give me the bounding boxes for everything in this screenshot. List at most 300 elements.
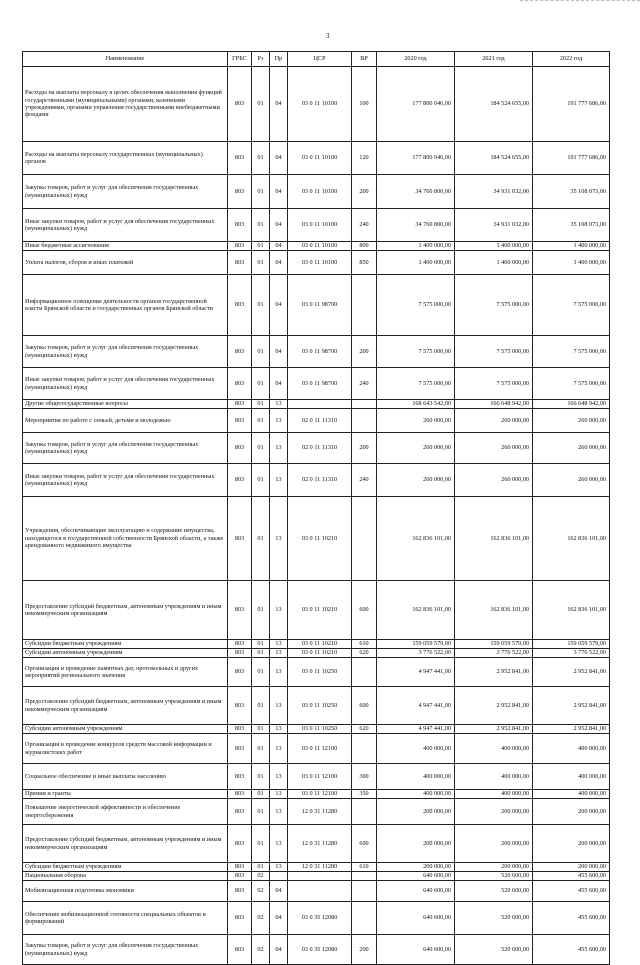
cell-y2021: 184 524 655,00 [455, 142, 533, 175]
cell-grbs: 803 [228, 409, 252, 433]
cell-vr: 620 [352, 725, 377, 734]
cell-pr: 13 [270, 658, 288, 687]
cell-grbs: 803 [228, 825, 252, 863]
cell-y2022: 400 000,00 [533, 764, 610, 790]
cell-name: Мероприятия по работе с семьей, детьми и молодежью [23, 409, 228, 433]
cell-y2020: 400 000,00 [377, 764, 455, 790]
cell-pr: 04 [270, 902, 288, 935]
cell-y2020: 3 776 522,00 [377, 649, 455, 658]
cell-csr: 03 0 11 10210 [288, 497, 352, 581]
cell-vr [352, 881, 377, 902]
header-rz: Рз [252, 52, 270, 67]
cell-grbs: 803 [228, 687, 252, 725]
cell-rz: 01 [252, 175, 270, 209]
cell-name: Субсидии автономным учреждениям [23, 649, 228, 658]
cell-name: Расходы на выплаты персоналу государственных (муниципальных) органов [23, 142, 228, 175]
cell-name: Национальная оборона [23, 872, 228, 881]
cell-vr [352, 734, 377, 764]
cell-y2021: 1 400 000,00 [455, 251, 533, 275]
header-pr: Пр [270, 52, 288, 67]
cell-csr [288, 872, 352, 881]
cell-pr: 13 [270, 799, 288, 825]
cell-rz: 01 [252, 242, 270, 251]
cell-pr: 13 [270, 825, 288, 863]
cell-pr: 13 [270, 497, 288, 581]
cell-vr [352, 400, 377, 409]
cell-vr: 850 [352, 251, 377, 275]
cell-y2020: 159 059 579,00 [377, 640, 455, 649]
cell-y2021: 260 000,00 [455, 464, 533, 497]
cell-rz: 01 [252, 640, 270, 649]
cell-rz: 01 [252, 67, 270, 142]
budget-table [22, 51, 610, 965]
cell-y2020: 177 800 046,00 [377, 67, 455, 142]
cell-name: Закупка товаров, работ и услуг для обеспечения государственных (муниципальных) нужд [23, 175, 228, 209]
cell-rz: 01 [252, 863, 270, 872]
cell-name: Закупка товаров, работ и услуг для обеспечения государственных (муниципальных) нужд [23, 336, 228, 368]
cell-y2022: 159 059 579,00 [533, 640, 610, 649]
cell-y2022: 200 000,00 [533, 863, 610, 872]
cell-grbs: 803 [228, 433, 252, 464]
cell-rz: 01 [252, 433, 270, 464]
cell-y2021: 34 931 032,00 [455, 209, 533, 242]
cell-vr: 800 [352, 242, 377, 251]
cell-y2020: 34 760 800,00 [377, 175, 455, 209]
cell-vr: 300 [352, 764, 377, 790]
cell-csr [288, 881, 352, 902]
cell-rz: 01 [252, 409, 270, 433]
cell-grbs: 803 [228, 658, 252, 687]
cell-rz: 01 [252, 400, 270, 409]
cell-y2020: 177 800 046,00 [377, 142, 455, 175]
cell-y2022: 166 648 942,00 [533, 400, 610, 409]
cell-y2021: 159 059 579,00 [455, 640, 533, 649]
cell-pr: 13 [270, 433, 288, 464]
table-row [23, 881, 610, 902]
cell-y2021: 34 931 032,00 [455, 175, 533, 209]
table-row [23, 764, 610, 790]
cell-name: Закупка товаров, работ и услуг для обеспечения государственных (муниципальных) нужд [23, 935, 228, 965]
cell-csr: 03 0 11 10100 [288, 251, 352, 275]
cell-name: Повышение энергетической эффективности и обеспечение энергосбережения [23, 799, 228, 825]
cell-pr: 04 [270, 251, 288, 275]
cell-y2021: 2 952 841,00 [455, 687, 533, 725]
cell-grbs: 803 [228, 790, 252, 799]
cell-grbs: 803 [228, 209, 252, 242]
cell-csr: 02 0 11 11310 [288, 433, 352, 464]
cell-y2020: 200 000,00 [377, 863, 455, 872]
cell-vr: 100 [352, 67, 377, 142]
cell-y2021: 2 952 841,00 [455, 725, 533, 734]
header-2021: 2021 год [455, 52, 533, 67]
table-row [23, 734, 610, 764]
cell-y2020: 640 600,00 [377, 935, 455, 965]
cell-pr: 13 [270, 790, 288, 799]
cell-vr: 120 [352, 142, 377, 175]
cell-csr: 03 0 11 10210 [288, 649, 352, 658]
cell-y2022: 260 000,00 [533, 409, 610, 433]
cell-y2021: 1 400 000,00 [455, 242, 533, 251]
table-row [23, 368, 610, 400]
cell-y2020: 400 000,00 [377, 790, 455, 799]
cell-y2020: 260 000,00 [377, 433, 455, 464]
cell-vr: 620 [352, 649, 377, 658]
table-row [23, 640, 610, 649]
cell-vr [352, 275, 377, 336]
cell-y2021: 166 648 942,00 [455, 400, 533, 409]
cell-vr [352, 902, 377, 935]
table-row [23, 581, 610, 640]
cell-y2022: 400 000,00 [533, 734, 610, 764]
table-row [23, 863, 610, 872]
cell-vr: 240 [352, 368, 377, 400]
cell-name: Другие общегосударственные вопросы [23, 400, 228, 409]
cell-pr: 04 [270, 67, 288, 142]
cell-csr: 03 0 11 12100 [288, 764, 352, 790]
cell-y2021: 7 575 000,00 [455, 275, 533, 336]
table-row [23, 687, 610, 725]
cell-csr [288, 400, 352, 409]
cell-rz: 01 [252, 725, 270, 734]
table-row [23, 497, 610, 581]
cell-csr: 02 0 11 11310 [288, 464, 352, 497]
cell-y2020: 162 836 101,00 [377, 581, 455, 640]
cell-grbs: 803 [228, 734, 252, 764]
cell-rz: 01 [252, 764, 270, 790]
cell-name: Иные бюджетные ассигнования [23, 242, 228, 251]
cell-csr: 03 0 11 98700 [288, 336, 352, 368]
cell-y2021: 200 000,00 [455, 799, 533, 825]
cell-csr: 03 0 11 10250 [288, 658, 352, 687]
cell-vr [352, 497, 377, 581]
cell-grbs: 803 [228, 67, 252, 142]
cell-csr: 12 0 31 11280 [288, 863, 352, 872]
cell-vr: 610 [352, 640, 377, 649]
cell-rz: 01 [252, 825, 270, 863]
cell-rz: 01 [252, 142, 270, 175]
cell-csr: 03 0 35 12080 [288, 902, 352, 935]
cell-y2021: 2 952 841,00 [455, 658, 533, 687]
cell-rz: 02 [252, 902, 270, 935]
header-2020: 2020 год [377, 52, 455, 67]
cell-pr: 13 [270, 863, 288, 872]
cell-vr: 610 [352, 863, 377, 872]
cell-vr: 240 [352, 209, 377, 242]
cell-y2022: 162 836 101,00 [533, 581, 610, 640]
cell-vr: 600 [352, 825, 377, 863]
cell-y2022: 1 400 000,00 [533, 242, 610, 251]
cell-pr: 04 [270, 368, 288, 400]
cell-pr: 04 [270, 275, 288, 336]
cell-pr: 13 [270, 409, 288, 433]
cell-rz: 01 [252, 275, 270, 336]
cell-y2021: 520 600,00 [455, 881, 533, 902]
cell-y2022: 455 600,00 [533, 902, 610, 935]
cell-y2021: 7 575 000,00 [455, 336, 533, 368]
table-row [23, 935, 610, 965]
cell-vr: 200 [352, 433, 377, 464]
cell-rz: 01 [252, 209, 270, 242]
cell-y2021: 400 000,00 [455, 734, 533, 764]
cell-name: Предоставление субсидий бюджетным, автономным учреждениям и иным некоммерческим организациям [23, 687, 228, 725]
cell-grbs: 803 [228, 400, 252, 409]
cell-rz: 01 [252, 658, 270, 687]
table-row [23, 433, 610, 464]
cell-name: Субсидии бюджетным учреждениям [23, 863, 228, 872]
header-2022: 2022 год [533, 52, 610, 67]
cell-name: Субсидии бюджетным учреждениям [23, 640, 228, 649]
table-row [23, 799, 610, 825]
cell-rz: 01 [252, 368, 270, 400]
cell-rz: 01 [252, 799, 270, 825]
page-number: 3 [326, 32, 330, 40]
cell-y2022: 35 108 073,00 [533, 209, 610, 242]
cell-y2020: 7 575 000,00 [377, 368, 455, 400]
table-row [23, 400, 610, 409]
cell-y2022: 260 000,00 [533, 464, 610, 497]
cell-y2022: 455 600,00 [533, 872, 610, 881]
cell-y2021: 520 600,00 [455, 902, 533, 935]
cell-y2020: 4 947 441,00 [377, 725, 455, 734]
cell-y2021: 400 000,00 [455, 790, 533, 799]
table-row [23, 872, 610, 881]
cell-y2020: 7 575 000,00 [377, 275, 455, 336]
cell-y2021: 520 600,00 [455, 935, 533, 965]
cell-y2021: 162 836 101,00 [455, 581, 533, 640]
cell-y2022: 200 000,00 [533, 799, 610, 825]
cell-y2022: 7 575 000,00 [533, 336, 610, 368]
cell-rz: 01 [252, 497, 270, 581]
cell-name: Социальное обеспечение и иные выплаты населению [23, 764, 228, 790]
cell-y2021: 184 524 655,00 [455, 67, 533, 142]
cell-y2022: 1 400 000,00 [533, 251, 610, 275]
cell-grbs: 803 [228, 725, 252, 734]
cell-y2021: 260 000,00 [455, 433, 533, 464]
table-row [23, 275, 610, 336]
cell-name: Мобилизационная подготовка экономики [23, 881, 228, 902]
cell-y2022: 455 600,00 [533, 935, 610, 965]
cell-grbs: 803 [228, 175, 252, 209]
cell-vr [352, 872, 377, 881]
cell-name: Иные закупки товаров, работ и услуг для обеспечения государственных (муниципальных) нужд [23, 209, 228, 242]
cell-csr: 03 0 11 10100 [288, 142, 352, 175]
cell-name: Премии и гранты [23, 790, 228, 799]
table-row [23, 464, 610, 497]
cell-vr: 200 [352, 935, 377, 965]
cell-grbs: 803 [228, 368, 252, 400]
cell-y2020: 7 575 000,00 [377, 336, 455, 368]
cell-y2020: 640 600,00 [377, 881, 455, 902]
cell-pr: 13 [270, 764, 288, 790]
cell-y2020: 4 947 441,00 [377, 658, 455, 687]
cell-y2020: 34 760 800,00 [377, 209, 455, 242]
cell-grbs: 803 [228, 464, 252, 497]
cell-name: Предоставление субсидий бюджетным, автономным учреждениям и иным некоммерческим организациям [23, 825, 228, 863]
cell-csr: 03 0 11 10250 [288, 687, 352, 725]
header-vr: ВР [352, 52, 377, 67]
cell-vr [352, 658, 377, 687]
cell-y2020: 200 000,00 [377, 825, 455, 863]
cell-y2022: 191 777 686,00 [533, 142, 610, 175]
cell-y2020: 1 400 000,00 [377, 251, 455, 275]
cell-y2022: 2 952 841,00 [533, 687, 610, 725]
table-row [23, 409, 610, 433]
cell-rz: 01 [252, 464, 270, 497]
cell-vr [352, 409, 377, 433]
cell-pr: 13 [270, 734, 288, 764]
table-row [23, 825, 610, 863]
cell-csr: 03 0 11 10100 [288, 209, 352, 242]
cell-y2020: 168 643 542,00 [377, 400, 455, 409]
table-row [23, 725, 610, 734]
table-row [23, 649, 610, 658]
cell-pr: 04 [270, 209, 288, 242]
cell-vr: 600 [352, 581, 377, 640]
cell-rz: 01 [252, 790, 270, 799]
cell-grbs: 803 [228, 640, 252, 649]
cell-pr: 04 [270, 242, 288, 251]
cell-name: Учреждения, обеспечивающие эксплуатацию и содержание имущества, находящегося в государственной собственности Брянской области, а также арендованного недвижимого имущества [23, 497, 228, 581]
cell-rz: 02 [252, 935, 270, 965]
cell-vr: 600 [352, 687, 377, 725]
cell-name: Предоставление субсидий бюджетным, автономным учреждениям и иным некоммерческим организациям [23, 581, 228, 640]
cell-csr: 03 0 11 10100 [288, 67, 352, 142]
cell-y2022: 2 952 841,00 [533, 658, 610, 687]
cell-name: Обеспечение мобилизационной готовности специальных объектов и формирований [23, 902, 228, 935]
cell-pr [270, 872, 288, 881]
cell-rz: 01 [252, 336, 270, 368]
cell-grbs: 803 [228, 581, 252, 640]
table-row [23, 658, 610, 687]
cell-y2022: 200 000,00 [533, 825, 610, 863]
cell-pr: 04 [270, 142, 288, 175]
cell-y2020: 200 000,00 [377, 799, 455, 825]
cell-pr: 13 [270, 649, 288, 658]
table-row [23, 251, 610, 275]
table-header-row [23, 52, 610, 67]
cell-grbs: 803 [228, 799, 252, 825]
cell-y2020: 640 600,00 [377, 902, 455, 935]
cell-y2020: 260 000,00 [377, 464, 455, 497]
cell-grbs: 803 [228, 275, 252, 336]
cell-vr: 200 [352, 175, 377, 209]
cell-csr: 03 0 11 10100 [288, 175, 352, 209]
cell-name: Субсидии автономным учреждениям [23, 725, 228, 734]
cell-name: Иные закупки товаров, работ и услуг для обеспечения государственных (муниципальных) нужд [23, 368, 228, 400]
cell-name: Закупка товаров, работ и услуг для обеспечения государственных (муниципальных) нужд [23, 433, 228, 464]
cell-grbs: 803 [228, 251, 252, 275]
cell-csr: 03 0 11 98700 [288, 368, 352, 400]
cell-grbs: 803 [228, 935, 252, 965]
cell-y2021: 400 000,00 [455, 764, 533, 790]
cell-y2022: 3 776 522,00 [533, 649, 610, 658]
cell-grbs: 803 [228, 902, 252, 935]
cell-y2021: 3 776 522,00 [455, 649, 533, 658]
cell-y2022: 455 600,00 [533, 881, 610, 902]
table-row [23, 242, 610, 251]
cell-y2020: 260 000,00 [377, 409, 455, 433]
cell-y2021: 7 575 000,00 [455, 368, 533, 400]
cell-csr: 03 0 11 10210 [288, 640, 352, 649]
cell-csr: 03 0 35 12080 [288, 935, 352, 965]
cell-rz: 01 [252, 734, 270, 764]
table-row [23, 175, 610, 209]
cell-y2021: 200 000,00 [455, 863, 533, 872]
cell-rz: 01 [252, 251, 270, 275]
cell-pr: 04 [270, 175, 288, 209]
cell-y2022: 191 777 686,00 [533, 67, 610, 142]
table-row [23, 902, 610, 935]
cell-grbs: 803 [228, 764, 252, 790]
cell-y2022: 7 575 000,00 [533, 275, 610, 336]
cell-grbs: 803 [228, 497, 252, 581]
cell-grbs: 803 [228, 881, 252, 902]
scan-edge-mark [520, 0, 640, 5]
table-row [23, 209, 610, 242]
table-row [23, 790, 610, 799]
cell-csr: 12 0 31 11280 [288, 825, 352, 863]
cell-name: Информационное освещение деятельности органов государственной власти Брянской области и государственных органов Брянской области [23, 275, 228, 336]
cell-pr: 13 [270, 640, 288, 649]
cell-y2020: 4 947 441,00 [377, 687, 455, 725]
cell-y2020: 1 400 000,00 [377, 242, 455, 251]
cell-vr [352, 799, 377, 825]
cell-y2021: 162 836 101,00 [455, 497, 533, 581]
cell-rz: 02 [252, 881, 270, 902]
cell-y2021: 520 600,00 [455, 872, 533, 881]
cell-rz: 02 [252, 872, 270, 881]
cell-grbs: 803 [228, 142, 252, 175]
cell-csr: 03 0 11 12100 [288, 790, 352, 799]
table-row [23, 67, 610, 142]
cell-pr: 04 [270, 935, 288, 965]
cell-rz: 01 [252, 581, 270, 640]
cell-pr: 13 [270, 400, 288, 409]
cell-grbs: 803 [228, 863, 252, 872]
header-csr: ЦСР [288, 52, 352, 67]
cell-pr: 13 [270, 725, 288, 734]
cell-pr: 13 [270, 687, 288, 725]
cell-y2020: 400 000,00 [377, 734, 455, 764]
cell-pr: 13 [270, 464, 288, 497]
cell-y2022: 7 575 000,00 [533, 368, 610, 400]
cell-y2022: 2 952 841,00 [533, 725, 610, 734]
cell-vr: 350 [352, 790, 377, 799]
cell-pr: 13 [270, 581, 288, 640]
cell-csr: 03 0 11 98700 [288, 275, 352, 336]
cell-csr: 02 0 11 11310 [288, 409, 352, 433]
cell-y2022: 260 000,00 [533, 433, 610, 464]
cell-name: Расходы на выплаты персоналу в целях обеспечения выполнения функций государственными (муниципальными) органами, казенными учреждениями, органами управления государственными внебюджетными фондами [23, 67, 228, 142]
cell-name: Организация и проведение памятных дат, протокольных и других мероприятий регионального значения [23, 658, 228, 687]
cell-y2022: 35 108 073,00 [533, 175, 610, 209]
cell-y2021: 260 000,00 [455, 409, 533, 433]
cell-y2022: 400 000,00 [533, 790, 610, 799]
cell-grbs: 803 [228, 872, 252, 881]
table-row [23, 336, 610, 368]
cell-y2020: 640 600,00 [377, 872, 455, 881]
cell-name: Организация и проведение конкурсов средств массовой информации и журналистских работ [23, 734, 228, 764]
header-grbs: ГРБС [228, 52, 252, 67]
cell-y2020: 162 836 101,00 [377, 497, 455, 581]
cell-csr: 12 0 31 11280 [288, 799, 352, 825]
cell-csr: 03 0 11 10100 [288, 242, 352, 251]
cell-vr: 240 [352, 464, 377, 497]
cell-name: Иные закупки товаров, работ и услуг для обеспечения государственных (муниципальных) нужд [23, 464, 228, 497]
cell-csr: 03 0 11 10210 [288, 581, 352, 640]
cell-grbs: 803 [228, 242, 252, 251]
cell-y2022: 162 836 101,00 [533, 497, 610, 581]
